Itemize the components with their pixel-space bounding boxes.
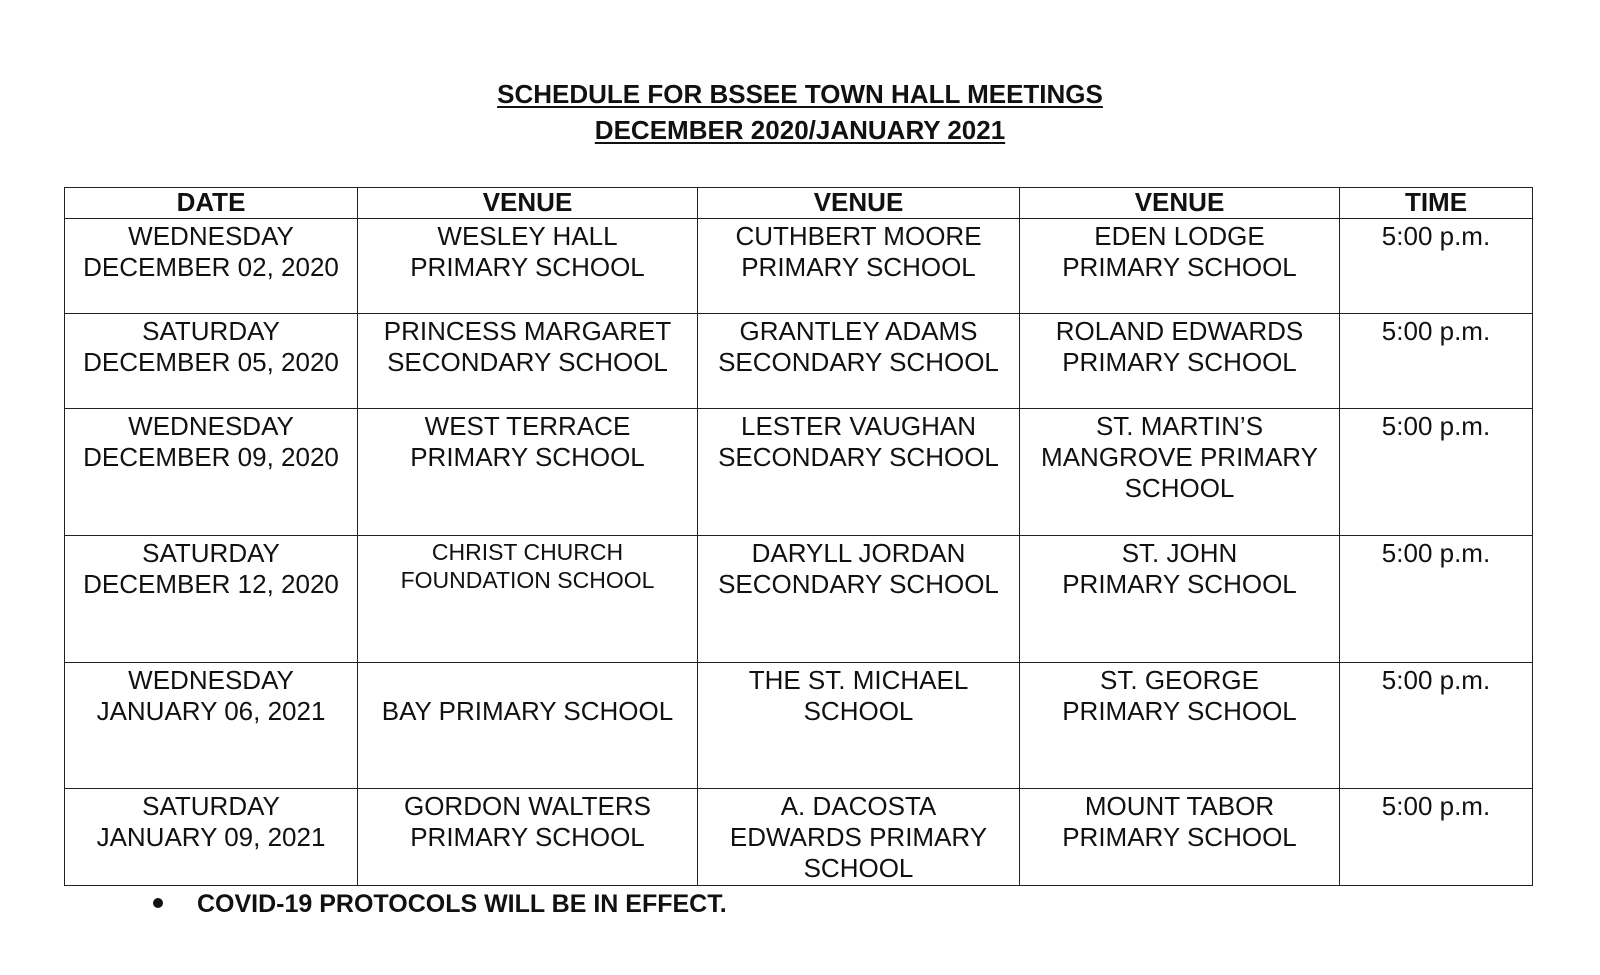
weekday: SATURDAY — [142, 791, 280, 821]
table-row — [65, 409, 1533, 536]
header-time: TIME — [1340, 188, 1533, 219]
date: DECEMBER 09, 2020 — [83, 442, 339, 472]
venue-line: GRANTLEY ADAMS — [739, 316, 978, 346]
venue-line: WESLEY HALL — [437, 221, 618, 251]
venue-line: WEST TERRACE — [424, 411, 631, 441]
time-cell: 5:00 p.m. — [1340, 536, 1533, 663]
venue-cell — [698, 789, 1020, 886]
venue-line: EDEN LODGE — [1094, 221, 1265, 251]
venue-line: SCHOOL — [1124, 473, 1235, 503]
venue-cell — [358, 409, 698, 536]
bullet-icon — [153, 898, 163, 908]
time-cell: 5:00 p.m. — [1340, 219, 1533, 314]
venue-cell — [358, 536, 698, 663]
venue-cell — [1020, 789, 1340, 886]
venue-line: MANGROVE PRIMARY — [1041, 442, 1318, 472]
venue-line: CHRIST CHURCH — [431, 539, 624, 565]
venue-cell — [1020, 663, 1340, 789]
venue-line: SECONDARY SCHOOL — [718, 347, 999, 377]
venue-cell — [1020, 219, 1340, 314]
weekday: WEDNESDAY — [128, 221, 294, 251]
date: DECEMBER 12, 2020 — [83, 569, 339, 599]
venue-line: SECONDARY SCHOOL — [718, 442, 999, 472]
table-header-row — [65, 188, 1533, 219]
time-cell: 5:00 p.m. — [1340, 314, 1533, 409]
date-cell — [65, 536, 358, 663]
weekday: WEDNESDAY — [128, 665, 294, 695]
venue-line: LESTER VAUGHAN — [740, 411, 976, 441]
venue-cell — [698, 219, 1020, 314]
table-row — [65, 663, 1533, 789]
date: DECEMBER 02, 2020 — [83, 252, 339, 282]
venue-cell — [358, 314, 698, 409]
venue-cell — [698, 536, 1020, 663]
date-cell — [65, 219, 358, 314]
venue-line: ST. GEORGE — [1100, 665, 1259, 695]
venue-line: THE ST. MICHAEL — [748, 665, 969, 695]
table-row — [65, 219, 1533, 314]
venue-line: ROLAND EDWARDS — [1055, 316, 1304, 346]
venue-line: A. DACOSTA — [780, 791, 937, 821]
venue-line: MOUNT TABOR — [1084, 791, 1275, 821]
date: DECEMBER 05, 2020 — [83, 347, 339, 377]
venue-cell — [1020, 409, 1340, 536]
venue-cell — [358, 663, 698, 789]
venue-line: GORDON WALTERS — [403, 791, 651, 821]
header-date: DATE — [65, 188, 358, 219]
time-cell: 5:00 p.m. — [1340, 409, 1533, 536]
venue-cell — [358, 789, 698, 886]
venue-line: PRIMARY SCHOOL — [1062, 696, 1297, 726]
date-cell — [65, 663, 358, 789]
venue-cell — [1020, 536, 1340, 663]
time-cell: 5:00 p.m. — [1340, 789, 1533, 886]
venue-line: PRIMARY SCHOOL — [410, 252, 645, 282]
venue-line: PRIMARY SCHOOL — [1062, 252, 1297, 282]
date-cell — [65, 409, 358, 536]
date-cell — [65, 314, 358, 409]
venue-line: SCHOOL — [803, 696, 914, 726]
venue-line: ST. JOHN — [1121, 538, 1238, 568]
venue-line: PRIMARY SCHOOL — [1062, 347, 1297, 377]
venue-line: CUTHBERT MOORE — [735, 221, 982, 251]
venue-line: SECONDARY SCHOOL — [387, 347, 668, 377]
venue-line: PRIMARY SCHOOL — [741, 252, 976, 282]
venue-cell — [698, 314, 1020, 409]
header-venue-2: VENUE — [698, 188, 1020, 219]
time-cell: 5:00 p.m. — [1340, 663, 1533, 789]
schedule-table — [64, 187, 1533, 886]
venue-line: SECONDARY SCHOOL — [718, 569, 999, 599]
page-subtitle: DECEMBER 2020/JANUARY 2021 — [594, 115, 1006, 145]
venue-line: PRIMARY SCHOOL — [1062, 569, 1297, 599]
venue-line: DARYLL JORDAN — [751, 538, 966, 568]
note-text: COVID-19 PROTOCOLS WILL BE IN EFFECT. — [197, 890, 727, 918]
venue-line: FOUNDATION SCHOOL — [400, 567, 655, 593]
venue-cell — [358, 219, 698, 314]
venue-line: BAY PRIMARY SCHOOL — [381, 696, 674, 726]
table-row — [65, 536, 1533, 663]
venue-line: EDWARDS PRIMARY — [729, 822, 988, 852]
venue-line: ST. MARTIN’S — [1095, 411, 1264, 441]
venue-line: PRIMARY SCHOOL — [410, 442, 645, 472]
covid-note — [153, 889, 727, 919]
weekday: WEDNESDAY — [128, 411, 294, 441]
weekday: SATURDAY — [142, 316, 280, 346]
venue-cell — [698, 663, 1020, 789]
table-row — [65, 789, 1533, 886]
venue-line: PRIMARY SCHOOL — [410, 822, 645, 852]
venue-line: PRINCESS MARGARET — [383, 316, 672, 346]
venue-cell — [698, 409, 1020, 536]
page-title: SCHEDULE FOR BSSEE TOWN HALL MEETINGS — [497, 79, 1103, 109]
date: JANUARY 06, 2021 — [96, 696, 326, 726]
date-cell — [65, 789, 358, 886]
venue-line: PRIMARY SCHOOL — [1062, 822, 1297, 852]
venue-line: SCHOOL — [803, 853, 914, 883]
header-venue-1: VENUE — [358, 188, 698, 219]
table-row — [65, 314, 1533, 409]
weekday: SATURDAY — [142, 538, 280, 568]
venue-cell — [1020, 314, 1340, 409]
date: JANUARY 09, 2021 — [96, 822, 326, 852]
header-venue-3: VENUE — [1020, 188, 1340, 219]
